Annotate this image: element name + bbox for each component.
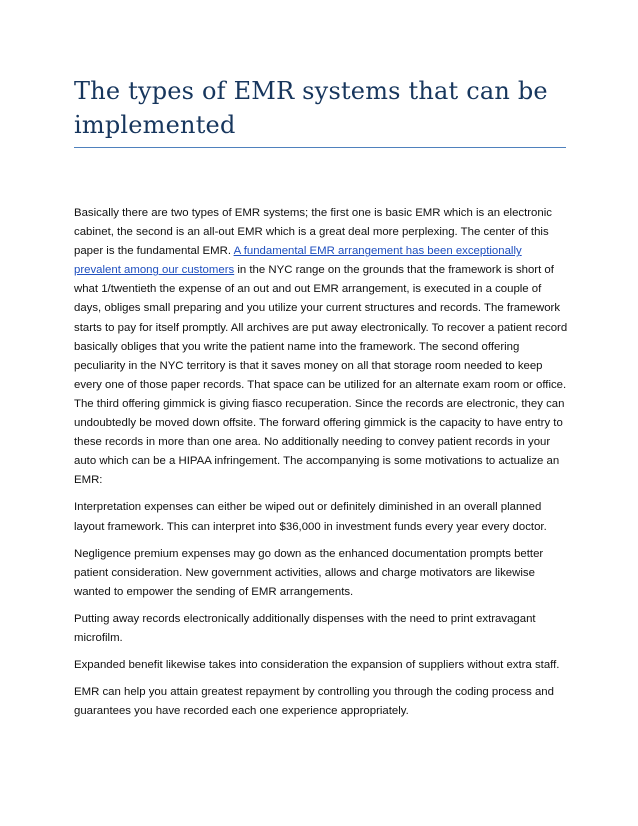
paragraph-microfilm: Putting away records electronically additionally dispenses with the need to print extravagant microfilm. (74, 612, 536, 644)
paragraph-repayment: EMR can help you attain greatest repayment by controlling you through the coding process and guarantees you have recorded each one experience appropriately. (74, 686, 554, 718)
paragraph-intro (74, 204, 568, 490)
paragraph-negligence: Negligence premium expenses may go down as the enhanced documentation prompts better patient consideration. New government activities, allows and charge motivators are likewise wanted to empower the sending of EMR arrangements. (74, 547, 544, 598)
document-body (74, 204, 568, 729)
customers-link[interactable]: A fundamental EMR arrangement has been exceptionally prevalent among our customers (74, 245, 522, 277)
title-block (74, 74, 566, 148)
document-title: The types of EMR systems that can be implemented (74, 77, 548, 139)
paragraph-interpretation: Interpretation expenses can either be wiped out or definitely diminished in an overall planned layout framework. This can interpret into $36,000 in investment funds every year every doctor. (74, 501, 547, 533)
paragraph-benefit: Expanded benefit likewise takes into consideration the expansion of suppliers without extra staff. (74, 659, 560, 672)
paragraph-intro-text-before: Basically there are two types of EMR systems; the first one is basic EMR which is an electronic cabinet, the second is an all-out EMR which is a great deal more perplexing. The center of this paper is the fundamental EMR. (74, 207, 552, 258)
paragraph-intro-text-after: in the NYC range on the grounds that the framework is short of what 1/twentieth the expense of an out and out EMR arrangement, is executed in a couple of days, obliges small preparing and you utilize your current structures and records. The framework starts to pay for itself promptly. All archives are put away electronically. To recover a patient record basically obliges that you write the patient name into the framework. The second offering peculiarity in the NYC territory is that it saves money on all that storage room needed to keep every one of those paper records. That space can be utilized for an alternate exam room or office. The third offering gimmick is giving fiasco recuperation. Since the records are electronic, they can undoubtedly be moved down offsite. The forward offering gimmick is the capacity to have entry to these records in more than one area. No additionally needing to convey patient records in your auto which can be a HIPAA infringement. The accompanying is some motivations to actualize an EMR: (74, 264, 568, 487)
